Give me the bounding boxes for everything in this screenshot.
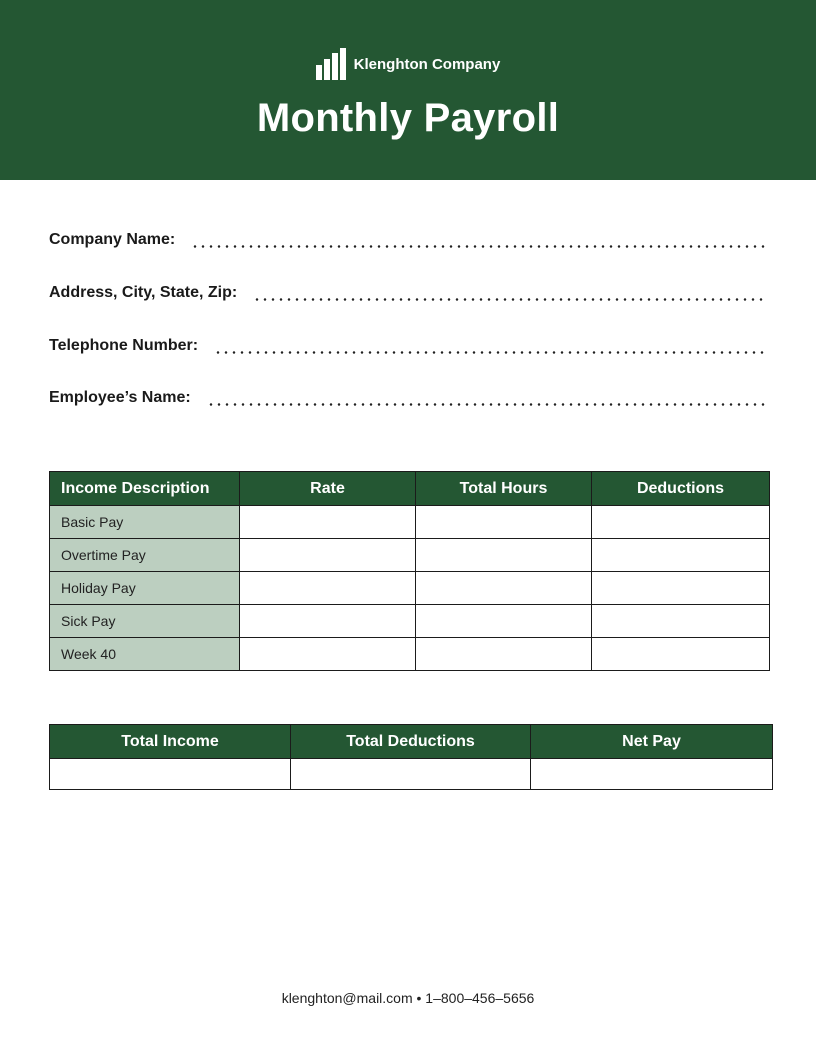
page-title: Monthly Payroll: [256, 96, 560, 140]
income-table: [49, 471, 770, 671]
brand: [0, 48, 816, 80]
address-field[interactable]: [49, 279, 767, 303]
company-name-field[interactable]: [49, 226, 767, 250]
table-row: [50, 506, 770, 539]
header-banner: [0, 0, 816, 180]
column-header-deductions: Deductions: [592, 472, 770, 506]
deductions-cell[interactable]: [592, 638, 770, 671]
deductions-cell[interactable]: [592, 506, 770, 539]
bar-chart-icon: [316, 48, 346, 80]
column-header-total-deductions: Total Deductions: [291, 725, 531, 759]
deductions-cell[interactable]: [592, 539, 770, 572]
table-row: [50, 572, 770, 605]
deductions-cell[interactable]: [592, 605, 770, 638]
table-row: [50, 638, 770, 671]
telephone-label: Telephone Number:: [49, 337, 199, 354]
totals-table: [49, 724, 773, 790]
income-description-cell: Holiday Pay: [50, 572, 240, 605]
column-header-net-pay: Net Pay: [531, 725, 773, 759]
income-description-cell: Overtime Pay: [50, 539, 240, 572]
income-description-cell: Week 40: [50, 638, 240, 671]
rate-cell[interactable]: [240, 539, 416, 572]
table-row: [50, 759, 773, 790]
rate-cell[interactable]: [240, 572, 416, 605]
table-header-row: [50, 725, 773, 759]
column-header-total-income: Total Income: [50, 725, 291, 759]
net-pay-cell[interactable]: [531, 759, 773, 790]
total-deductions-cell[interactable]: [291, 759, 531, 790]
address-label: Address, City, State, Zip:: [49, 284, 238, 301]
income-description-cell: Basic Pay: [50, 506, 240, 539]
column-header-total-hours: Total Hours: [416, 472, 592, 506]
column-header-income-description: Income Description: [50, 472, 240, 506]
total-hours-cell[interactable]: [416, 638, 592, 671]
rate-cell[interactable]: [240, 638, 416, 671]
dotted-input-line[interactable]: [214, 351, 767, 354]
dotted-input-line[interactable]: [253, 298, 767, 301]
income-description-cell: Sick Pay: [50, 605, 240, 638]
telephone-field[interactable]: [49, 332, 767, 356]
dotted-input-line[interactable]: [207, 403, 767, 406]
total-income-cell[interactable]: [50, 759, 291, 790]
table-row: [50, 539, 770, 572]
deductions-cell[interactable]: [592, 572, 770, 605]
company-name: Klenghton Company: [353, 55, 501, 73]
table-row: [50, 605, 770, 638]
table-header-row: [50, 472, 770, 506]
column-header-rate: Rate: [240, 472, 416, 506]
employee-name-label: Employee’s Name:: [49, 389, 191, 406]
total-hours-cell[interactable]: [416, 539, 592, 572]
total-hours-cell[interactable]: [416, 572, 592, 605]
company-name-label: Company Name:: [49, 231, 176, 248]
employee-name-field[interactable]: [49, 384, 767, 408]
rate-cell[interactable]: [240, 605, 416, 638]
total-hours-cell[interactable]: [416, 506, 592, 539]
footer-contact: klenghton@mail.com • 1–800–456–5656: [281, 990, 535, 1006]
dotted-input-line[interactable]: [191, 245, 767, 248]
total-hours-cell[interactable]: [416, 605, 592, 638]
rate-cell[interactable]: [240, 506, 416, 539]
